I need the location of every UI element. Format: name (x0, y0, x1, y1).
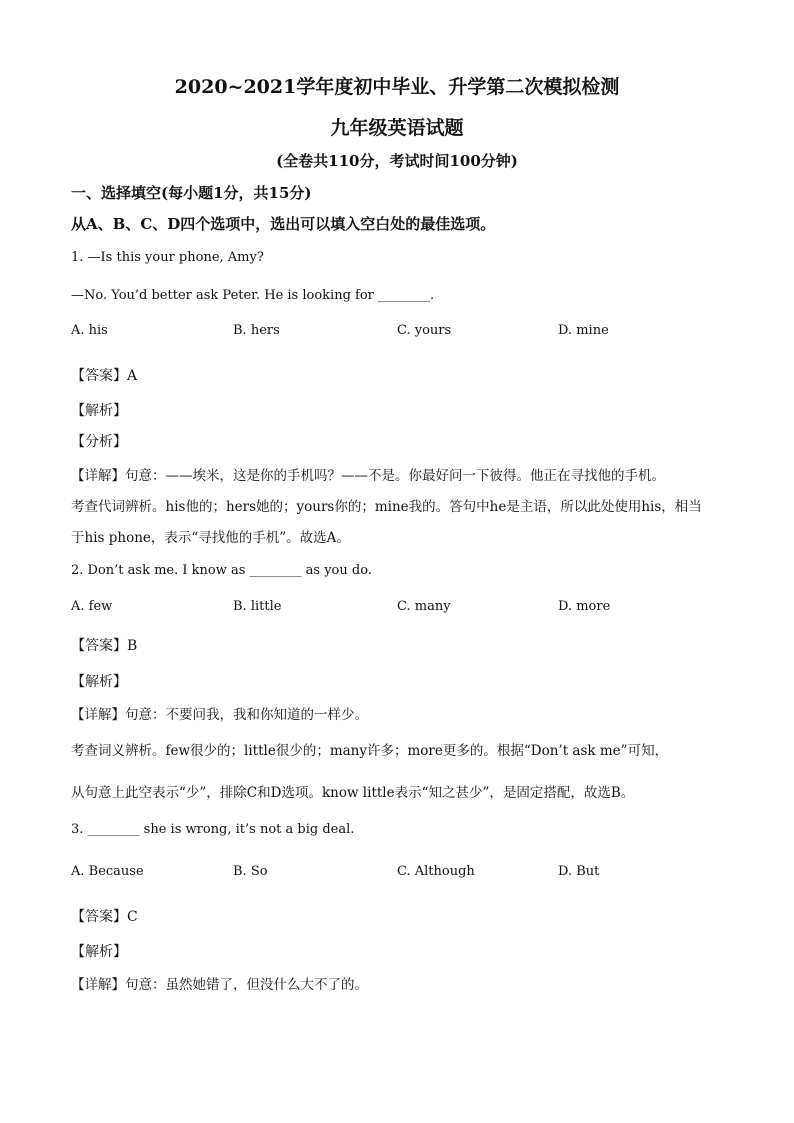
question-1-option-c: C. yours (397, 323, 452, 338)
page-title: 2020~2021学年度初中毕业、升学第二次模拟检测 (174, 76, 620, 98)
section-heading: 一、选择填空(每小题1分，共15分) (71, 184, 312, 202)
question-1-detail-line: 于his phone，表示“寻找他的手机”。故选A。 (71, 530, 350, 546)
question-3-detail-line: 【详解】句意：虽然她错了，但没什么大不了的。 (71, 977, 368, 993)
section-instruction: 从A、B、C、D四个选项中，选出可以填入空白处的最佳选项。 (71, 215, 496, 233)
question-2-option-a: A. few (71, 599, 113, 614)
question-2-detail-line: 考查词义辨析。few很少的；little很少的；many许多；more更多的。根据“Don’t ask me”可知， (71, 743, 669, 759)
question-2-answer: 【答案】B (71, 638, 138, 654)
question-3-option-a: A. Because (71, 864, 144, 879)
question-3-answer: 【答案】C (71, 909, 138, 925)
question-1-reply: —No. You’d better ask Peter. He is looking for ________. (71, 288, 435, 303)
question-2-detail-line: 【详解】句意：不要问我，我和你知道的一样少。 (71, 707, 368, 723)
question-2-option-b: B. little (233, 599, 282, 614)
question-1-detail-line: 考查代词辨析。his他的；hers她的；yours你的；mine我的。答句中he是主语，所以此处使用his，相当 (71, 499, 702, 515)
question-2-option-d: D. more (558, 599, 611, 614)
question-1-answer: 【答案】A (71, 368, 138, 384)
question-1-option-d: D. mine (558, 323, 609, 338)
question-2-stem: 2. Don’t ask me. I know as ________ as you do. (71, 563, 372, 578)
question-1-option-a: A. his (71, 323, 108, 338)
question-3-stem: 3. ________ she is wrong, it’s not a big deal. (71, 822, 355, 837)
question-1-detail-line: 【详解】句意：——埃米，这是你的手机吗？——不是。你最好问一下彼得。他正在寻找他的手机。 (71, 468, 665, 484)
question-3-analysis-label: 【解析】 (71, 944, 127, 960)
question-3-option-b: B. So (233, 864, 268, 879)
question-1-option-b: B. hers (233, 323, 280, 338)
question-2-detail-line: 从句意上此空表示“少”，排除C和D选项。know little表示“知之甚少”，是固定搭配，故选B。 (71, 785, 635, 801)
question-1-fenxi-label: 【分析】 (71, 434, 127, 450)
question-1-stem: 1. —Is this your phone, Amy? (71, 250, 264, 265)
exam-note: (全卷共110分，考试时间100分钟) (276, 152, 518, 170)
page-subtitle: 九年级英语试题 (330, 117, 464, 139)
question-3-option-d: D. But (558, 864, 600, 879)
question-3-option-c: C. Although (397, 864, 475, 879)
question-2-analysis-label: 【解析】 (71, 674, 127, 690)
question-2-option-c: C. many (397, 599, 451, 614)
question-1-analysis-label: 【解析】 (71, 403, 127, 419)
